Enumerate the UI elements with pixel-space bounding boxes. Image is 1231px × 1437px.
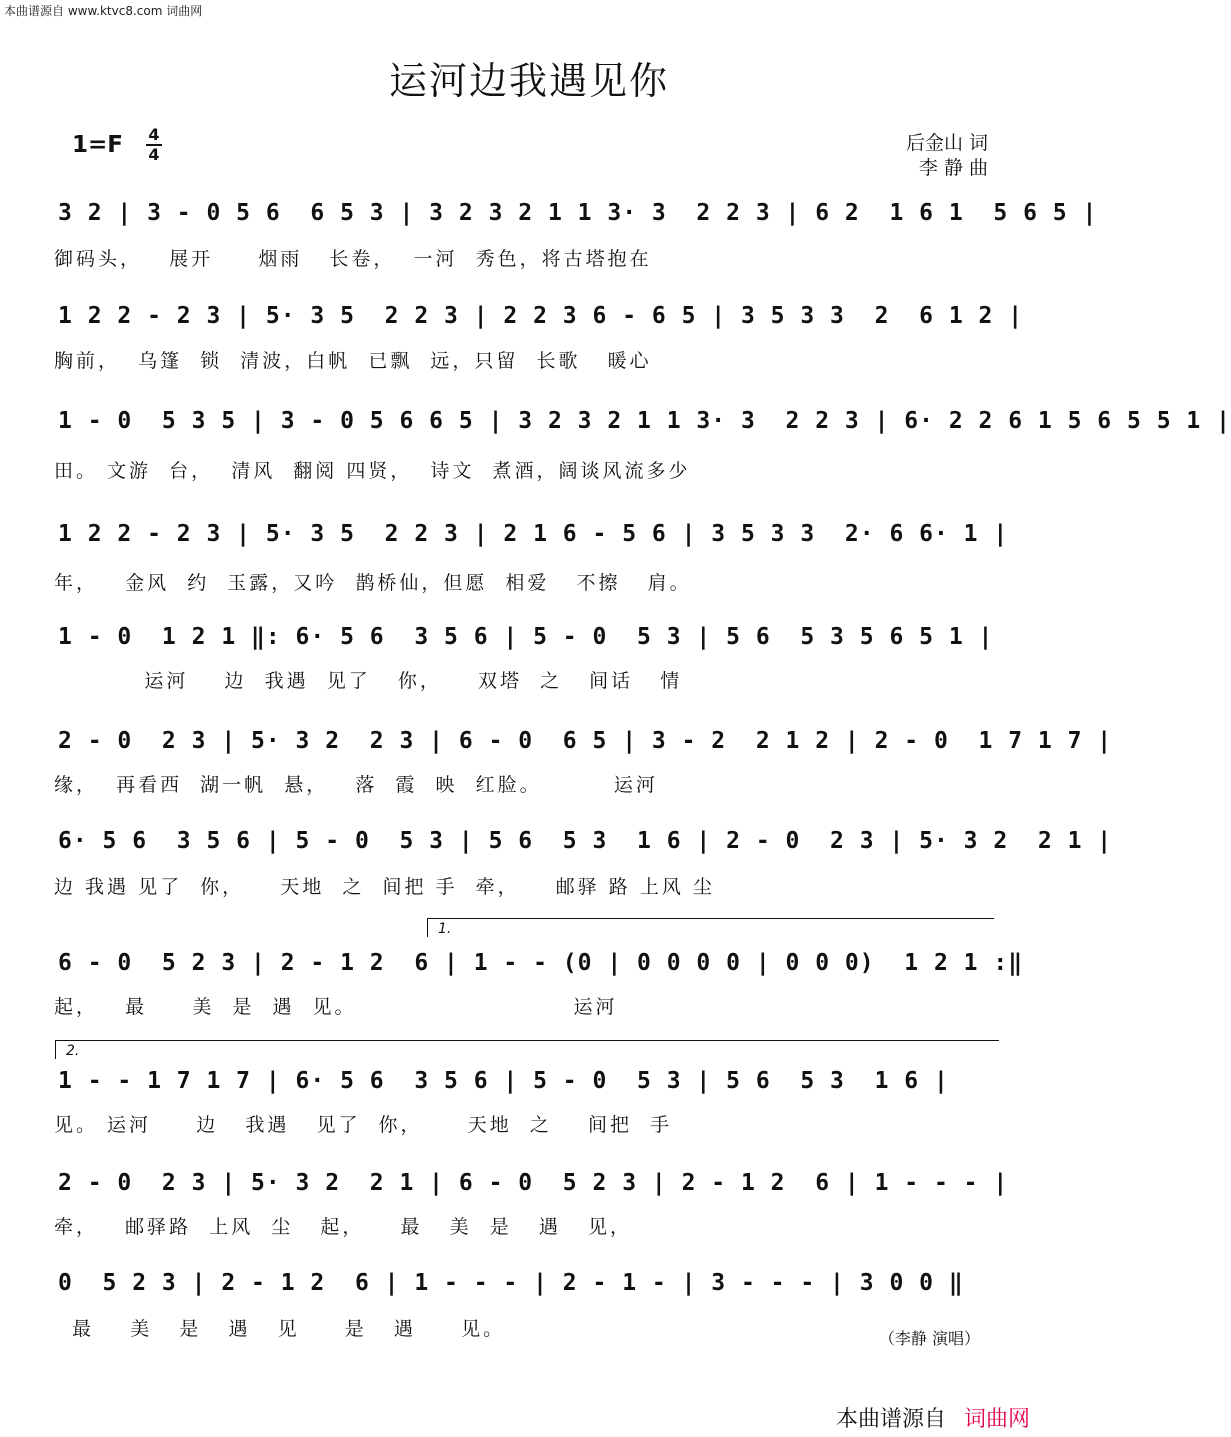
time-signature-bottom: 4 — [148, 145, 160, 164]
source-header: 本曲谱源自 www.ktvc8.com 词曲网 — [4, 4, 203, 18]
page-title: 运河边我遇见你 — [388, 59, 669, 103]
second-ending-label: 2. — [66, 1043, 80, 1059]
notation-line-4: 1 2 2 - 2 3 | 5· 3 5 2 2 3 | 2 1 6 - 5 6 | 3 5 3 3 2· 6 6· 1 | — [58, 521, 1009, 547]
notation-line-1: 3 2 | 3 - 0 5 6 6 5 3 | 3 2 3 2 1 1 3· 3 2 2 3 | 6 2 1 6 1 5 6 5 | — [58, 200, 1098, 226]
notation-line-10: 2 - 0 2 3 | 5· 3 2 2 1 | 6 - 0 5 2 3 | 2 - 1 2 6 | 1 - - - | — [58, 1170, 1009, 1196]
lyric-line-8: 起， 最 美 是 遇 见。 运河 — [54, 996, 618, 1018]
composer-credit: 李 静 曲 — [918, 157, 988, 179]
key-signature: 1=F — [72, 132, 123, 158]
time-signature — [146, 127, 162, 163]
lyric-line-7: 边 我遇 见了 你， 天地 之 间把 手 牵， 邮驿 路 上风 尘 — [54, 876, 715, 898]
time-signature-top: 4 — [148, 125, 160, 144]
first-ending-bracket — [427, 918, 994, 937]
source-footer — [836, 1402, 1030, 1433]
second-ending-bracket — [55, 1040, 999, 1059]
performer-credit: （李静 演唱） — [878, 1329, 980, 1348]
notation-line-7: 6· 5 6 3 5 6 | 5 - 0 5 3 | 5 6 5 3 1 6 | 2 - 0 2 3 | 5· 3 2 2 1 | — [58, 828, 1113, 854]
lyric-line-1: 御码头， 展开 烟雨 长卷， 一河 秀色，将古塔抱在 — [54, 248, 652, 270]
lyric-line-5: 运河 边 我遇 见了 你， 双塔 之 间话 情 — [54, 670, 683, 692]
lyric-line-2: 胸前， 乌篷 锁 清波，白帆 已飘 远，只留 长歌 暖心 — [54, 350, 652, 372]
lyric-line-11: 最 美 是 遇 见 是 遇 见。 — [54, 1318, 506, 1340]
notation-line-11: 0 5 2 3 | 2 - 1 2 6 | 1 - - - | 2 - 1 - | 3 - - - | 3 0 0 ‖ — [58, 1270, 964, 1296]
notation-line-6: 2 - 0 2 3 | 5· 3 2 2 3 | 6 - 0 6 5 | 3 - 2 2 1 2 | 2 - 0 1 7 1 7 | — [58, 728, 1113, 754]
first-ending-label: 1. — [438, 921, 452, 937]
lyricist-credit: 后金山 词 — [905, 132, 988, 154]
lyric-line-10: 牵， 邮驿路 上风 尘 起， 最 美 是 遇 见， — [54, 1216, 632, 1238]
notation-line-8: 6 - 0 5 2 3 | 2 - 1 2 6 | 1 - - (0 | 0 0 0 0 | 0 0 0) 1 2 1 :‖ — [58, 950, 1024, 976]
source-footer-prefix: 本曲谱源自 — [835, 1407, 946, 1432]
lyric-line-9: 见。 运河 边 我遇 见了 你， 天地 之 间把 手 — [54, 1114, 673, 1136]
lyric-line-6: 缘， 再看西 湖一帆 悬， 落 霞 映 红脸。 运河 — [54, 774, 658, 796]
notation-line-3: 1 - 0 5 3 5 | 3 - 0 5 6 6 5 | 3 2 3 2 1 1 3· 3 2 2 3 | 6· 2 2 6 1 5 6 5 5 1 | — [58, 408, 1231, 434]
lyric-line-3: 田。 文游 台， 清风 翻阅 四贤， 诗文 煮酒，阔谈风流多少 — [54, 460, 691, 482]
lyric-line-4: 年， 金风 约 玉露，又吟 鹊桥仙，但愿 相爱 不擦 肩。 — [54, 572, 692, 594]
notation-line-2: 1 2 2 - 2 3 | 5· 3 5 2 2 3 | 2 2 3 6 - 6 5 | 3 5 3 3 2 6 1 2 | — [58, 303, 1024, 329]
notation-line-9: 1 - - 1 7 1 7 | 6· 5 6 3 5 6 | 5 - 0 5 3 | 5 6 5 3 1 6 | — [58, 1068, 949, 1094]
notation-line-5: 1 - 0 1 2 1 ‖: 6· 5 6 3 5 6 | 5 - 0 5 3 | 5 6 5 3 5 6 5 1 | — [58, 624, 994, 650]
source-footer-site: 词曲网 — [963, 1407, 1030, 1432]
